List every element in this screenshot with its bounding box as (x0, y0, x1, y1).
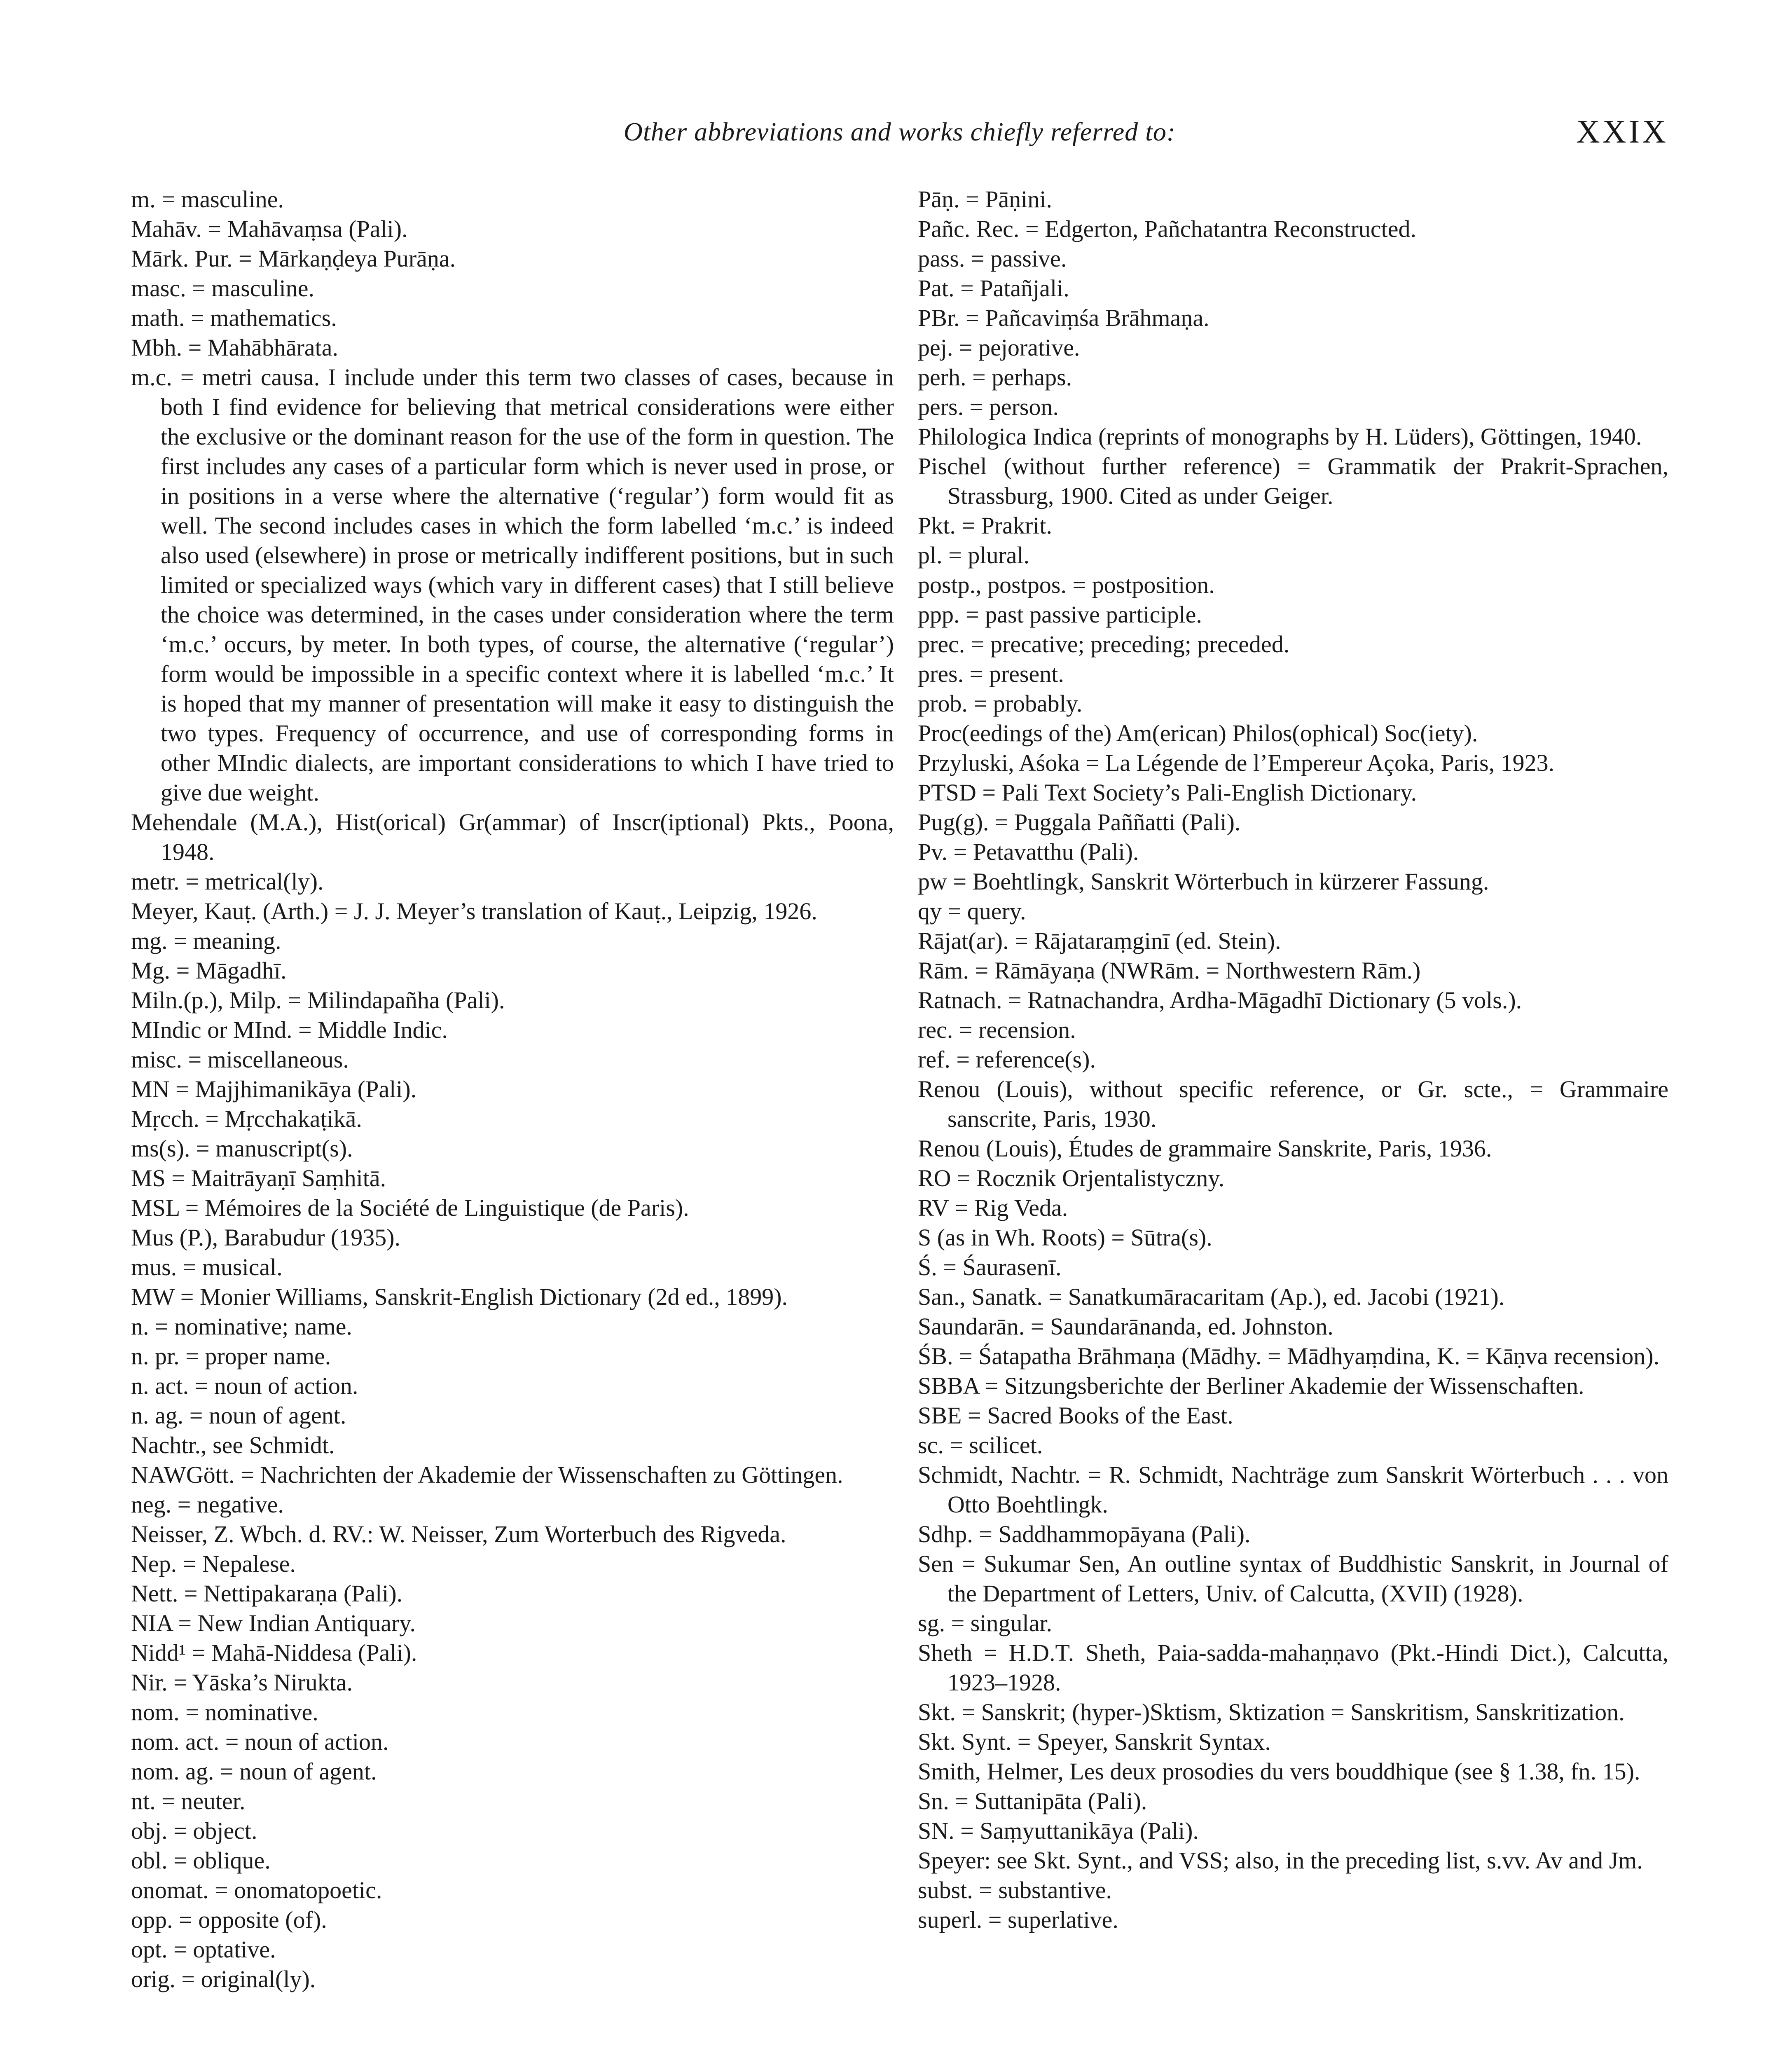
abbreviation-entry: Sdhp. = Saddhammopāyana (Pali). (918, 1521, 1251, 1547)
abbreviation-entry: Sn. = Suttanipāta (Pali). (918, 1788, 1147, 1814)
running-title: Other abbreviations and works chiefly referred to: (623, 117, 1176, 146)
abbreviation-entry: MSL = Mémoires de la Société de Linguistique (de Paris). (131, 1194, 689, 1221)
abbreviation-entry: n. act. = noun of action. (131, 1372, 358, 1399)
abbreviation-entry: MN = Majjhimanikāya (Pali). (131, 1076, 417, 1103)
abbreviation-entry: RV = Rig Veda. (918, 1194, 1068, 1221)
abbreviation-entry: Mārk. Pur. = Mārkaṇḍeya Purāṇa. (131, 245, 456, 272)
abbreviation-entry: Nett. = Nettipakaraṇa (Pali). (131, 1580, 403, 1607)
abbreviation-entry: S (as in Wh. Roots) = Sūtra(s). (918, 1224, 1212, 1251)
abbreviation-entry: ppp. = past passive participle. (918, 601, 1202, 628)
abbreviation-entry: Pkt. = Prakrit. (918, 512, 1052, 539)
abbreviation-entry: Saundarān. = Saundarānanda, ed. Johnston. (918, 1313, 1333, 1340)
abbreviation-entry: Przyluski, Aśoka = La Légende de l’Empereur Açoka, Paris, 1923. (918, 749, 1555, 776)
abbreviation-entry: RO = Rocznik Orjentalistyczny. (918, 1165, 1225, 1192)
abbreviation-entry: nom. ag. = noun of agent. (131, 1758, 377, 1785)
abbreviation-entry: Speyer: see Skt. Synt., and VSS; also, in the preceding list, s.vv. Av and Jm. (918, 1847, 1643, 1874)
abbreviation-entry: nom. = nominative. (131, 1699, 318, 1725)
abbreviation-entry: masc. = masculine. (131, 275, 315, 302)
abbreviation-entry: mus. = musical. (131, 1254, 283, 1280)
abbreviation-entry: Philologica Indica (reprints of monographs by H. Lüders), Göttingen, 1940. (918, 423, 1642, 450)
abbreviation-entry: Ratnach. = Ratnachandra, Ardha-Māgadhī Dictionary (5 vols.). (918, 987, 1522, 1014)
abbreviation-entry: obl. = oblique. (131, 1847, 271, 1874)
abbreviation-entry: mg. = meaning. (131, 927, 281, 954)
abbreviation-entry: Pischel (without further reference) = Grammatik der Prakrit-Sprachen, Strassburg, 1900. Cited as under Geiger. (918, 453, 1668, 509)
abbreviation-entry: Neisser, Z. Wbch. d. RV.: W. Neisser, Zum Worterbuch des Rigveda. (131, 1521, 786, 1547)
abbreviation-entry: Mahāv. = Mahāvaṃsa (Pali). (131, 215, 408, 242)
abbreviation-entry: pw = Boehtlingk, Sanskrit Wörterbuch in kürzerer Fassung. (918, 868, 1489, 895)
abbreviation-entry: math. = mathematics. (131, 304, 337, 331)
abbreviation-entry: Mg. = Māgadhī. (131, 957, 287, 984)
abbreviation-entry: ŚB. = Śatapatha Brāhmaṇa (Mādhy. = Mādhyaṃdina, K. = Kāṇva recension). (918, 1343, 1660, 1369)
page-number: XXIX (1576, 114, 1668, 150)
abbreviation-entry: Pv. = Petavatthu (Pali). (918, 838, 1139, 865)
left-column (131, 185, 894, 1994)
abbreviation-entry: Mṛcch. = Mṛcchakaṭikā. (131, 1105, 362, 1132)
abbreviation-entry: Nir. = Yāska’s Nirukta. (131, 1669, 353, 1696)
abbreviation-entry: postp., postpos. = postposition. (918, 571, 1215, 598)
abbreviation-entry: pej. = pejorative. (918, 334, 1080, 361)
abbreviation-entry: San., Sanatk. = Sanatkumāracaritam (Ap.), ed. Jacobi (1921). (918, 1283, 1505, 1310)
abbreviation-entry: rec. = recension. (918, 1016, 1076, 1043)
right-column (918, 185, 1668, 1935)
abbreviation-entry: SBBA = Sitzungsberichte der Berliner Akademie der Wissenschaften. (918, 1372, 1584, 1399)
abbreviation-entry: SBE = Sacred Books of the East. (918, 1402, 1233, 1429)
abbreviation-entry: pres. = present. (918, 660, 1064, 687)
abbreviation-entry: perh. = perhaps. (918, 364, 1072, 391)
abbreviation-entry: obj. = object. (131, 1817, 257, 1844)
abbreviation-entry: Schmidt, Nachtr. = R. Schmidt, Nachträge zum Sanskrit Wörterbuch . . . von Otto Boehtlingk. (918, 1461, 1668, 1518)
abbreviation-entry: Pāṇ. = Pāṇini. (918, 186, 1052, 213)
abbreviation-entry: MW = Monier Williams, Sanskrit-English Dictionary (2d ed., 1899). (131, 1283, 788, 1310)
abbreviation-entry: pass. = passive. (918, 245, 1067, 272)
abbreviation-entry: Mus (P.), Barabudur (1935). (131, 1224, 401, 1251)
abbreviation-entry: opp. = opposite (of). (131, 1906, 327, 1933)
abbreviation-entry: Skt. Synt. = Speyer, Sanskrit Syntax. (918, 1728, 1271, 1755)
abbreviation-entry: Meyer, Kauṭ. (Arth.) = J. J. Meyer’s translation of Kauṭ., Leipzig, 1926. (131, 898, 817, 925)
abbreviation-entry: SN. = Saṃyuttanikāya (Pali). (918, 1817, 1199, 1844)
abbreviation-entry: Smith, Helmer, Les deux prosodies du vers bouddhique (see § 1.38, fn. 15). (918, 1758, 1640, 1785)
abbreviation-entry: metr. = metrical(ly). (131, 868, 324, 895)
abbreviation-entry: superl. = superlative. (918, 1906, 1118, 1933)
abbreviation-entry: Mbh. = Mahābhārata. (131, 334, 338, 361)
abbreviation-entry: Proc(eedings of the) Am(erican) Philos(ophical) Soc(iety). (918, 720, 1478, 747)
abbreviation-entry: Pañc. Rec. = Edgerton, Pañchatantra Reconstructed. (918, 215, 1417, 242)
abbreviation-entry: Mehendale (M.A.), Hist(orical) Gr(ammar) of Inscr(iptional) Pkts., Poona, 1948. (131, 809, 894, 865)
abbreviation-entry: nt. = neuter. (131, 1788, 246, 1814)
abbreviation-entry: pers. = person. (918, 393, 1059, 420)
abbreviation-entry: PTSD = Pali Text Society’s Pali-English Dictionary. (918, 779, 1417, 806)
abbreviation-entry: NAWGött. = Nachrichten der Akademie der Wissenschaften zu Göttingen. (131, 1461, 843, 1488)
abbreviation-entry: prec. = precative; preceding; preceded. (918, 631, 1290, 658)
abbreviation-entry: MS = Maitrāyaṇī Saṃhitā. (131, 1165, 386, 1192)
abbreviation-entry: Sen = Sukumar Sen, An outline syntax of Buddhistic Sanskrit, in Journal of the Department of Letters, Univ. of Calcutta, (XVII) (1928). (918, 1550, 1668, 1607)
abbreviation-entry: Rām. = Rāmāyaṇa (NWRām. = Northwestern Rām.) (918, 957, 1421, 984)
abbreviation-entry: n. ag. = noun of agent. (131, 1402, 346, 1429)
abbreviation-entry: m.c. = metri causa. I include under this term two classes of cases, because in both I find evidence for believing that metrical considerations were either the exclusive or the dominant reason for the use of the form in question. The first includes any cases of a particular form which is never used in prose, or in positions in a verse where the alternative (‘regular’) form would fit as well. The second includes cases in which the form labelled ‘m.c.’ is indeed also used (elsewhere) in prose or metrically indifferent positions, but in such limited or specialized ways (which vary in different cases) that I still believe the choice was determined, in the cases under consideration where the term ‘m.c.’ occurs, by meter. In both types, of course, the alternative (‘regular’) form would be impossible in a specific context where it is labelled ‘m.c.’ It is hoped that my manner of presentation will make it easy to distinguish the two types. Frequency of occurrence, and use of corresponding forms in other MIndic dialects, are important considerations to which I have tried to give due weight. (131, 364, 894, 806)
page-header (131, 109, 1668, 154)
abbreviation-entry: qy = query. (918, 898, 1026, 925)
abbreviation-entry: m. = masculine. (131, 186, 284, 213)
abbreviation-entry: ms(s). = manuscript(s). (131, 1135, 353, 1162)
abbreviation-entry: sg. = singular. (918, 1610, 1052, 1636)
abbreviation-entry: prob. = probably. (918, 690, 1083, 717)
abbreviation-entry: Pug(g). = Puggala Paññatti (Pali). (918, 809, 1241, 836)
abbreviation-entry: n. = nominative; name. (131, 1313, 352, 1340)
abbreviation-entry: Skt. = Sanskrit; (hyper-)Sktism, Sktization = Sanskritism, Sanskritization. (918, 1699, 1625, 1725)
abbreviation-entry: orig. = original(ly). (131, 1966, 316, 1992)
abbreviation-entry: onomat. = onomatopoetic. (131, 1877, 382, 1903)
abbreviation-entry: PBr. = Pañcaviṃśa Brāhmaṇa. (918, 304, 1209, 331)
abbreviation-entry: sc. = scilicet. (918, 1432, 1043, 1458)
abbreviation-entry: ref. = reference(s). (918, 1046, 1096, 1073)
abbreviation-entry: Renou (Louis), Études de grammaire Sanskrite, Paris, 1936. (918, 1135, 1492, 1162)
abbreviation-entry: Nep. = Nepalese. (131, 1550, 296, 1577)
abbreviation-entry: subst. = substantive. (918, 1877, 1112, 1903)
abbreviation-entry: nom. act. = noun of action. (131, 1728, 389, 1755)
abbreviation-entry: n. pr. = proper name. (131, 1343, 331, 1369)
abbreviation-entry: Miln.(p.), Milp. = Milindapañha (Pali). (131, 987, 505, 1014)
abbreviation-entry: pl. = plural. (918, 542, 1030, 569)
abbreviation-entry: Pat. = Patañjali. (918, 275, 1069, 302)
abbreviation-entry: Sheth = H.D.T. Sheth, Paia-sadda-mahaṇṇavo (Pkt.-Hindi Dict.), Calcutta, 1923–1928. (918, 1639, 1668, 1696)
abbreviation-entry: MIndic or MInd. = Middle Indic. (131, 1016, 448, 1043)
abbreviation-entry: neg. = negative. (131, 1491, 284, 1518)
abbreviation-entry: Nachtr., see Schmidt. (131, 1432, 335, 1458)
abbreviation-entry: opt. = optative. (131, 1936, 276, 1963)
abbreviation-entry: Rājat(ar). = Rājataraṃginī (ed. Stein). (918, 927, 1281, 954)
abbreviation-entry: Ś. = Śaurasenī. (918, 1254, 1062, 1280)
abbreviation-entry: Nidd¹ = Mahā-Niddesa (Pali). (131, 1639, 417, 1666)
abbreviation-entry: misc. = miscellaneous. (131, 1046, 349, 1073)
abbreviation-entry: NIA = New Indian Antiquary. (131, 1610, 416, 1636)
abbreviation-entry: Renou (Louis), without specific reference, or Gr. scte., = Grammaire sanscrite, Paris, 1930. (918, 1076, 1668, 1132)
